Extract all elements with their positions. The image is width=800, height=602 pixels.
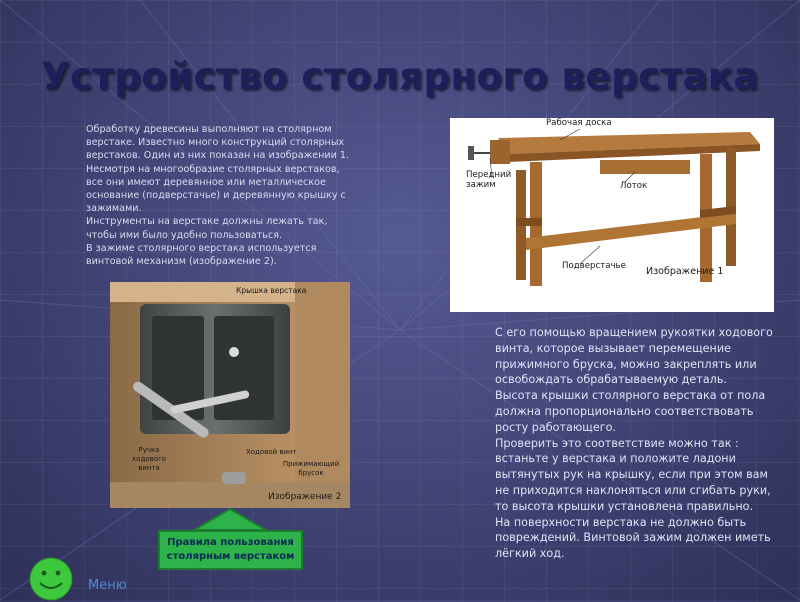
intro-paragraph: Несмотря на многообразие столярных верстаков, все они имеют деревянное или металлическое основание (подверстачье) и деревянную крышку с зажимами. <box>86 163 346 215</box>
rules-button[interactable]: Правила пользования столярным верстаком <box>158 530 303 570</box>
label-lid: Крышка верстака <box>236 286 307 295</box>
label-work-board: Рабочая доска <box>546 118 612 128</box>
intro-paragraph: Обработку древесины выполняют на столярном верстаке. Известно много конструкций столярных верстаков. Один из них показан на изображении 1. <box>86 124 350 162</box>
arrow-up-icon <box>192 508 268 532</box>
label-clamp-bar: Прижимающий брусок <box>282 460 340 477</box>
image1-caption: Изображение 1 <box>646 266 724 277</box>
right-paragraph: С его помощью вращением рукоятки ходового винта, которое вызывает перемещение прижимного бруска, можно закреплять или освобождать обрабатываемую деталь. <box>495 326 773 387</box>
smiley-icon[interactable] <box>27 556 75 602</box>
workbench-illustration <box>450 118 774 312</box>
right-paragraph: Проверить это соответствие можно так : встаньте у верстака и положите ладони вытянутых рук на крышку, если при этом вам не приходится наклоняться или сгибать руки, то высота крышки установлена правильно. <box>495 436 771 513</box>
label-tray: Лоток <box>620 181 648 191</box>
label-base: Подверстачье <box>562 261 626 271</box>
intro-text <box>86 123 358 268</box>
intro-paragraph: Инструменты на верстаке должны лежать так, чтобы ими было удобно пользоваться. <box>86 216 328 241</box>
slide-title: Устройство столярного верстака <box>41 55 759 98</box>
menu-link[interactable]: Меню <box>88 578 127 593</box>
right-paragraph: Высота крышки столярного верстака от пола должна пропорционально соответствовать росту работающего. <box>495 389 766 434</box>
image2-caption: Изображение 2 <box>268 492 342 502</box>
vise-image <box>110 282 350 508</box>
intro-paragraph: В зажиме столярного верстака используется винтовой механизм (изображение 2). <box>86 242 317 268</box>
workbench-image <box>450 118 774 312</box>
right-text <box>495 325 785 562</box>
label-front-clamp: Передний зажим <box>466 170 512 190</box>
label-screw-handle: Ручка ходового винта <box>132 446 166 472</box>
right-paragraph: На поверхности верстака не должно быть повреждений. Винтовой зажим должен иметь лёгкий ход. <box>495 515 771 561</box>
label-lead-screw: Ходовой винт <box>246 448 297 456</box>
